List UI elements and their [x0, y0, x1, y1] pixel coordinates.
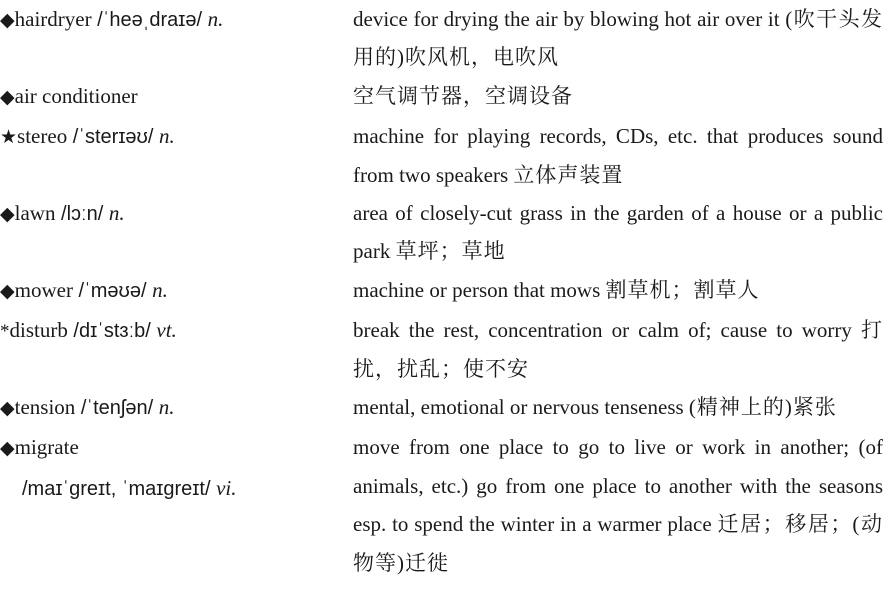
term: [0, 388, 353, 428]
part-of-speech: n.: [207, 7, 224, 31]
glossary-entry-hairdryer: [0, 0, 889, 77]
glossary-entry-air-conditioner: [0, 77, 889, 117]
part-of-speech: n.: [108, 201, 125, 226]
definition-chinese: 迁居；移居；(动物等)迁徙: [353, 512, 883, 575]
headword: stereo: [17, 124, 68, 149]
entry-marker: ◆: [0, 398, 15, 420]
headword: lawn: [14, 201, 56, 226]
entry-marker: ★: [0, 127, 18, 149]
term: [0, 311, 353, 351]
definition: [353, 0, 883, 77]
definition-english: area of closely-cut grass in the garden of a house or a public park: [353, 201, 883, 264]
headword: tension: [14, 395, 76, 420]
definition: [353, 388, 883, 426]
phonetic: /ˈsterɪəʊ/: [67, 126, 160, 149]
phonetic: /lɔːn/: [55, 203, 109, 226]
headword: air conditioner: [14, 83, 138, 108]
glossary-entry-mower: [0, 271, 889, 311]
phonetic: /dɪˈstɜːb/: [67, 320, 157, 343]
part-of-speech: n.: [159, 124, 175, 149]
part-of-speech: vt.: [156, 318, 177, 343]
headword: hairdryer: [14, 7, 92, 31]
headword: migrate: [14, 435, 79, 460]
glossary-entry-disturb: [0, 311, 889, 388]
entry-marker: ◆: [0, 10, 15, 31]
definition: [353, 77, 883, 115]
entry-marker: ◆: [0, 86, 15, 108]
definition-english: move from one place to go to live or work in another; (of animals, etc.) go from one place to another with the seasons esp. to spend the winter in a warmer place: [353, 435, 883, 537]
term: [0, 117, 353, 157]
phonetic: /ˈməʊə/: [72, 279, 153, 302]
definition-chinese: (精神上的)紧张: [688, 395, 837, 420]
term: [0, 428, 353, 508]
term: [0, 77, 353, 117]
term: [0, 271, 353, 311]
definition-chinese: 割草机；割草人: [605, 277, 760, 302]
part-of-speech: vi.: [216, 475, 237, 500]
definition-chinese: 立体声装置: [513, 162, 624, 187]
part-of-speech: n.: [152, 277, 168, 302]
headword: disturb: [9, 318, 68, 343]
entry-marker: *: [0, 321, 10, 343]
definition-chinese: 草坪；草地: [395, 239, 506, 264]
phonetic: /ˈheəˌdraɪə/: [91, 9, 208, 31]
definition-chinese: (吹干头发用的)吹风机，电吹风: [353, 7, 884, 70]
glossary-entry-stereo: [0, 117, 889, 194]
term: [0, 194, 353, 234]
definition: [353, 311, 883, 388]
part-of-speech: n.: [158, 395, 175, 420]
phonetic: /maɪˈgreɪt, ˈmaɪgreɪt/: [22, 477, 217, 500]
phonetic: /ˈtenʃən/: [75, 397, 159, 420]
headword: mower: [14, 277, 73, 302]
glossary-entry-tension: [0, 388, 889, 428]
definition-english: mental, emotional or nervous tenseness: [353, 395, 689, 420]
entry-marker: ◆: [0, 204, 15, 226]
definition: [353, 428, 883, 582]
phonetic-line: [0, 469, 353, 508]
glossary-entry-lawn: [0, 194, 889, 271]
definition-english: break the rest, concentration or calm of; cause to worry: [353, 318, 861, 343]
definition: [353, 194, 883, 271]
definition-english: machine or person that mows: [353, 277, 606, 302]
definition-english: device for drying the air by blowing hot air over it: [353, 7, 786, 31]
definition: [353, 271, 883, 309]
entry-marker: ◆: [0, 438, 15, 460]
entry-marker: ◆: [0, 280, 15, 302]
definition-chinese: 空气调节器，空调设备: [353, 83, 573, 108]
definition-english: machine for playing records, CDs, etc. that produces sound from two speakers: [353, 124, 883, 187]
term: [0, 0, 353, 40]
glossary-entry-migrate: [0, 428, 889, 582]
definition: [353, 117, 883, 194]
definition-chinese: 打扰，扰乱；使不安: [353, 318, 883, 381]
